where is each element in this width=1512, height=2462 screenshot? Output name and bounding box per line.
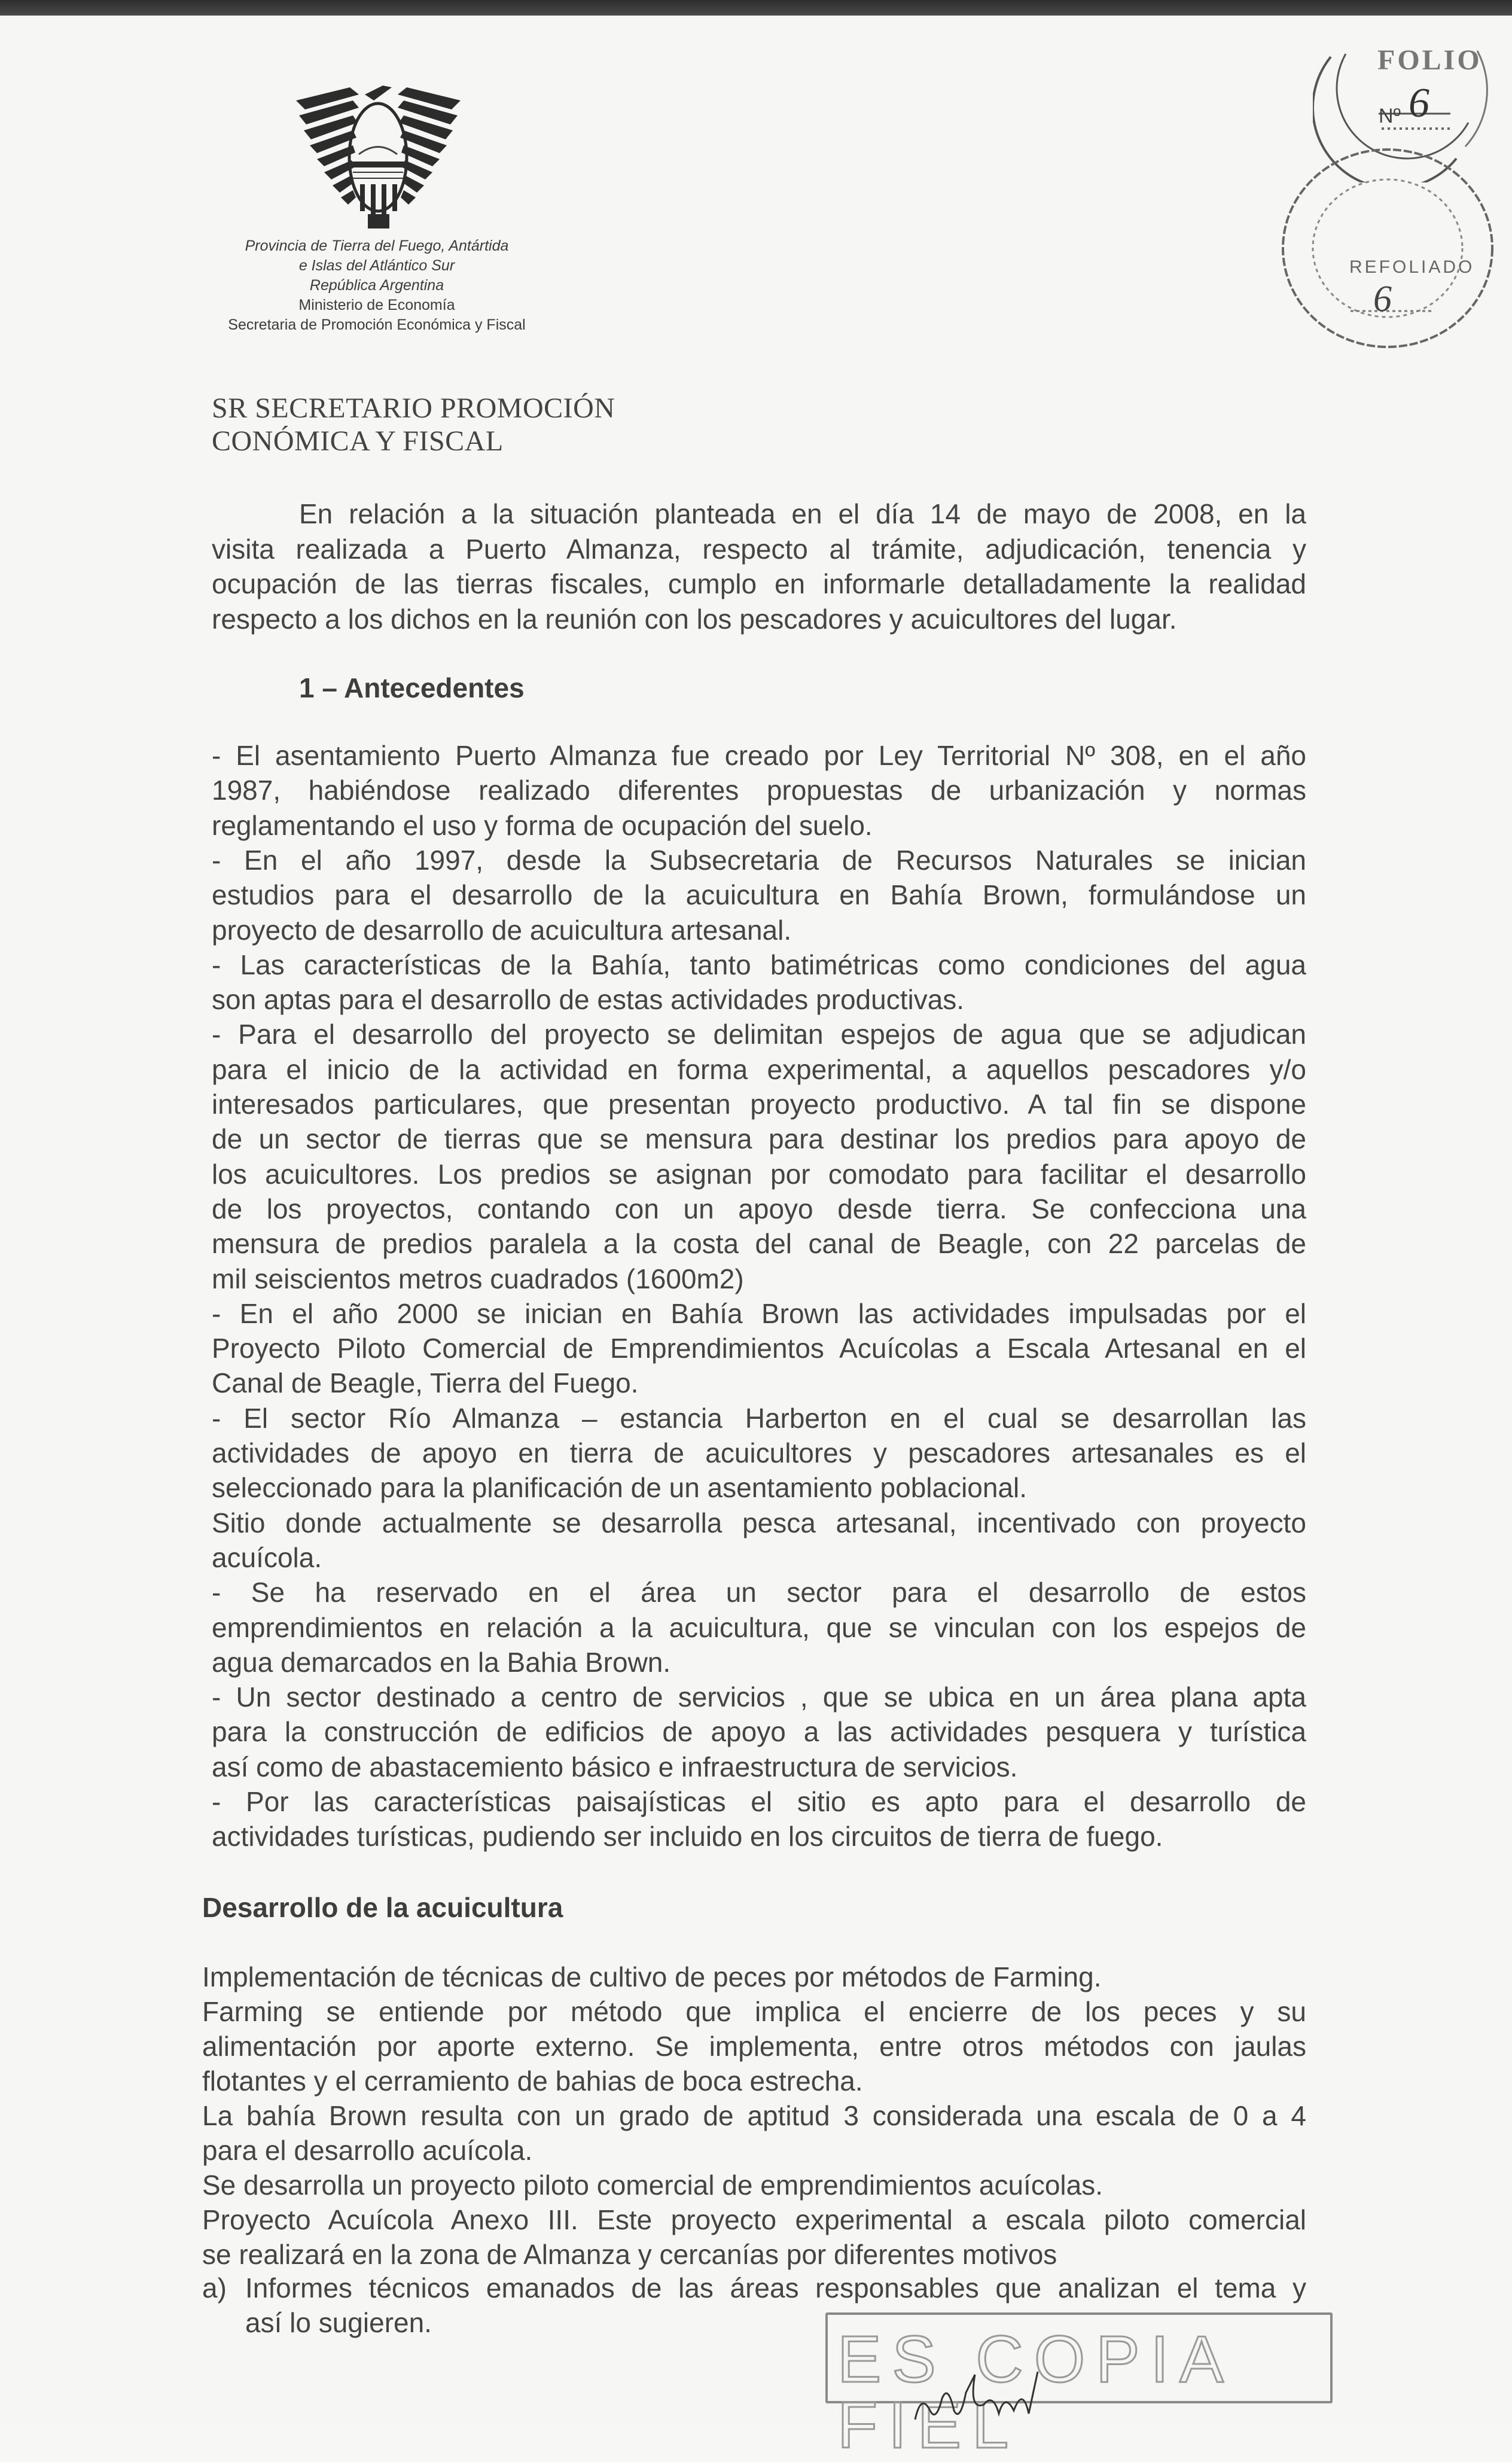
section-heading-antecedentes: 1 – Antecedentes (299, 672, 525, 703)
intro-line: ocupación de las tierras fiscales, cumplo en informarle detalladamente la realidad (212, 568, 1306, 599)
intro-line: visita realizada a Puerto Almanza, respecto al trámite, adjudicación, tenencia y (212, 534, 1306, 565)
signature-icon (909, 2369, 1101, 2423)
folio-number: 6 (1409, 80, 1429, 126)
antecedentes-line: son aptas para el desarrollo de estas actividades productivas. (212, 984, 965, 1016)
intro-line: respecto a los dichos en la reunión con los pescadores y acuicultores del lugar. (212, 604, 1177, 635)
antecedentes-line: de los proyectos, contando con un apoyo desde tierra. Se confecciona una (212, 1193, 1306, 1224)
antecedentes-line: 1987, habiéndose realizado diferentes propuestas de urbanización y normas (212, 775, 1306, 806)
refoliado-number: 6 (1373, 279, 1392, 319)
antecedentes-line: para el inicio de la actividad en forma experimental, a aquellos pescadores y/o (212, 1053, 1306, 1085)
desarrollo-line: se realizará en la zona de Almanza y cercanías por diferentes motivos (202, 2239, 1057, 2270)
antecedentes-line: proyecto de desarrollo de acuicultura artesanal. (212, 914, 792, 946)
antecedentes-line: seleccionado para la planificación de un asentamiento poblacional. (212, 1472, 1028, 1504)
antecedentes-line: los acuicultores. Los predios se asignan por comodato para facilitar el desarrollo (212, 1158, 1306, 1190)
letterhead-line: e Islas del Atlántico Sur (298, 257, 455, 274)
folio-number-label: Nº (1379, 105, 1401, 127)
copia-fiel-label: ES COPIA FIEL (837, 2323, 1231, 2462)
antecedentes-line: - En el año 2000 se inician en Bahía Brown las actividades impulsadas por el (212, 1297, 1306, 1329)
antecedentes-line: - El asentamiento Puerto Almanza fue creado por Ley Territorial Nº 308, en el año (212, 740, 1306, 771)
antecedentes-line: Proyecto Piloto Comercial de Emprendimientos Acuícolas a Escala Artesanal en el (212, 1333, 1306, 1364)
antecedentes-line: agua demarcados en la Bahia Brown. (212, 1646, 671, 1678)
desarrollo-line: Implementación de técnicas de cultivo de peces por métodos de Farming. (202, 1961, 1102, 1992)
antecedentes-line: mensura de predios paralela a la costa del canal de Beagle, con 22 parcelas de (212, 1228, 1306, 1260)
refoliado-stamp (1273, 129, 1497, 368)
desarrollo-line: Proyecto Acuícola Anexo III. Este proyecto experimental a escala piloto comercial (202, 2204, 1306, 2235)
antecedentes-line: - Un sector destinado a centro de servicios , que se ubica en un área plana apta (212, 1681, 1306, 1713)
antecedentes-line: Sitio donde actualmente se desarrolla pesca artesanal, incentivado con proyecto (212, 1507, 1306, 1538)
addressee (212, 392, 615, 458)
desarrollo-line: Se desarrolla un proyecto piloto comercial de emprendimientos acuícolas. (202, 2170, 1103, 2201)
antecedentes-line: - Las características de la Bahía, tanto batimétricas como condiciones del agua (212, 949, 1306, 980)
antecedentes-line: - El sector Río Almanza – estancia Harberton en el cual se desarrollan las (212, 1402, 1306, 1434)
letterhead-line: Provincia de Tierra del Fuego, Antártida (245, 237, 509, 254)
antecedentes-line: actividades turísticas, pudiendo ser incluido en los circuitos de tierra de fuego. (212, 1821, 1163, 1852)
antecedentes-line: para la construcción de edificios de apoyo a las actividades pesquera y turística (212, 1716, 1306, 1748)
refoliado-label: REFOLIADO (1349, 257, 1475, 277)
antecedentes-line: reglamentando el uso y forma de ocupación del suelo. (212, 809, 873, 841)
desarrollo-line: para el desarrollo acuícola. (202, 2135, 533, 2166)
desarrollo-line: alimentación por aporte externo. Se implementa, entre otros métodos con jaulas (202, 2031, 1306, 2062)
letterhead-line: Ministerio de Economía (298, 297, 455, 313)
intro-line: En relación a la situación planteada en el día 14 de mayo de 2008, en la (299, 498, 1306, 529)
coat-of-arms-icon (293, 83, 464, 232)
antecedentes-line: - Se ha reservado en el área un sector para el desarrollo de estos (212, 1577, 1306, 1608)
refoliado-stamp-ring-icon (1273, 129, 1497, 368)
desarrollo-line: flotantes y el cerramiento de bahias de boca estrecha. (202, 2065, 863, 2097)
letterhead-org (179, 236, 574, 335)
antecedentes-line: estudios para el desarrollo de la acuicultura en Bahía Brown, formulándose un (212, 879, 1306, 911)
antecedentes-line: emprendimientos en relación a la acuicultura, que se vinculan con los espejos de (212, 1611, 1306, 1643)
antecedentes-line: actividades de apoyo en tierra de acuicultores y pescadores artesanales es el (212, 1437, 1306, 1468)
desarrollo-line: Farming se entiende por método que implica el encierre de los peces y su (202, 1996, 1306, 2027)
list-marker: a) (202, 2272, 227, 2303)
antecedentes-line: acuícola. (212, 1541, 322, 1573)
desarrollo-line: La bahía Brown resulta con un grado de aptitud 3 considerada una escala de 0 a 4 (202, 2100, 1306, 2131)
antecedentes-line: de un sector de tierras que se mensura para destinar los predios para apoyo de (212, 1123, 1306, 1155)
list-item-line: Informes técnicos emanados de las áreas responsables que analizan el tema y (245, 2272, 1306, 2303)
antecedentes-line: - Para el desarrollo del proyecto se delimitan espejos de agua que se adjudican (212, 1019, 1306, 1050)
letterhead-line: República Argentina (309, 277, 444, 294)
folio-label: FOLIO (1377, 44, 1482, 76)
antecedentes-line: Canal de Beagle, Tierra del Fuego. (212, 1367, 639, 1399)
antecedentes-line: - Por las características paisajísticas el sitio es apto para el desarrollo de (212, 1786, 1306, 1817)
antecedentes-line: - En el año 1997, desde la Subsecretaria de Recursos Naturales se inician (212, 844, 1306, 876)
letterhead-line: Secretaria de Promoción Económica y Fiscal (228, 316, 526, 333)
addressee-line: CONÓMICA Y FISCAL (212, 425, 504, 457)
addressee-line: SR SECRETARIO PROMOCIÓN (212, 392, 615, 424)
scan-top-edge (0, 0, 1512, 16)
list-item-line: así lo sugieren. (245, 2307, 432, 2338)
antecedentes-line: mil seiscientos metros cuadrados (1600m2) (212, 1263, 744, 1294)
section-heading-desarrollo: Desarrollo de la acuicultura (202, 1892, 563, 1923)
antecedentes-line: interesados particulares, que presentan proyecto productivo. A tal fin se dispone (212, 1089, 1306, 1120)
antecedentes-line: así como de abastacemiento básico e infraestructura de servicios. (212, 1751, 1018, 1782)
